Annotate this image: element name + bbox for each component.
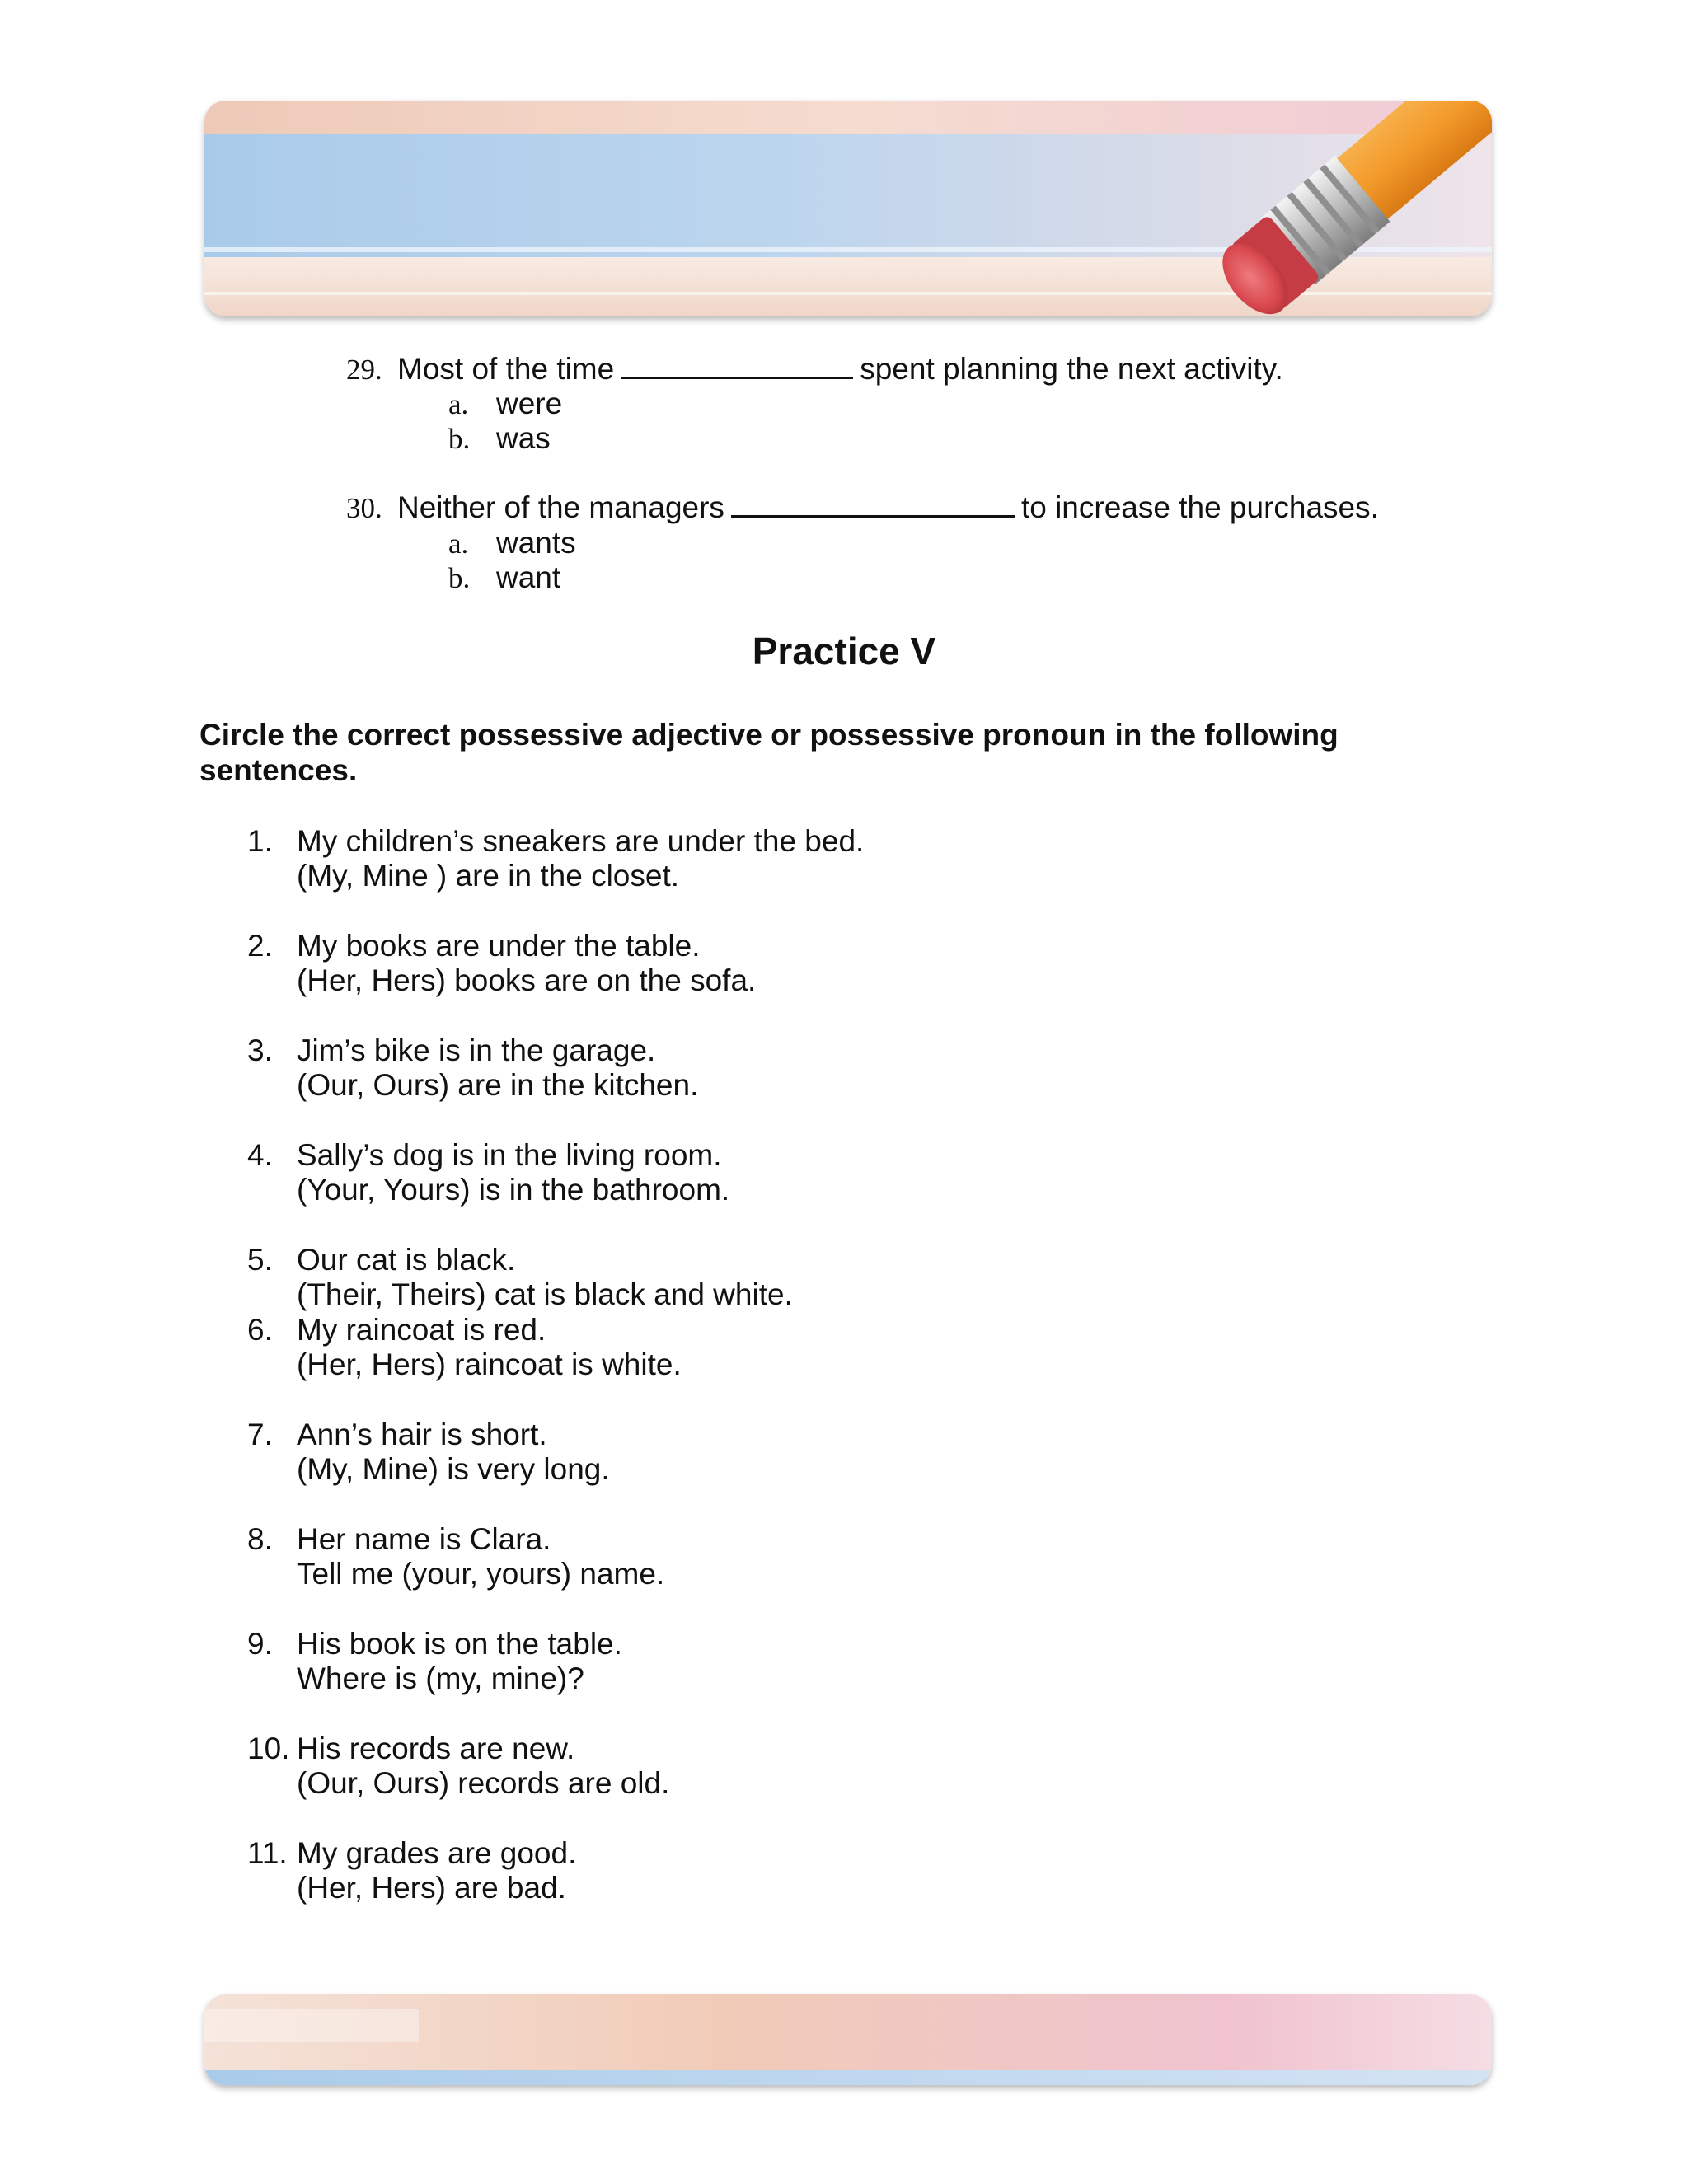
option-letter: b. (448, 423, 471, 455)
item-line-2: (Our, Ours) are in the kitchen. (297, 1068, 699, 1102)
item-number: 4. (247, 1138, 273, 1172)
item-line-1: His records are new. (297, 1732, 575, 1765)
question-number: 30. (346, 492, 382, 524)
option-text: was (496, 421, 551, 455)
item-line-2: (Her, Hers) raincoat is white. (297, 1347, 682, 1381)
option-29a (448, 387, 562, 421)
item-number: 9. (247, 1627, 273, 1661)
question-29 (346, 352, 1283, 387)
list-item (247, 824, 864, 893)
list-item (247, 1313, 682, 1382)
option-30b (448, 560, 560, 595)
item-line-2: (Your, Yours) is in the bathroom. (297, 1173, 730, 1207)
list-item (247, 1627, 622, 1696)
item-line-1: My raincoat is red. (297, 1313, 546, 1347)
option-letter: a. (448, 527, 469, 560)
list-item (247, 1732, 669, 1801)
item-number: 3. (247, 1033, 273, 1067)
item-line-1: My books are under the table. (297, 929, 701, 963)
item-number: 7. (247, 1418, 273, 1451)
item-line-2: Tell me (your, yours) name. (297, 1557, 665, 1591)
list-item (247, 1836, 576, 1905)
item-line-2: (Our, Ours) records are old. (297, 1766, 670, 1800)
item-line-2: (My, Mine ) are in the closet. (297, 859, 680, 893)
item-line-1: My grades are good. (297, 1836, 577, 1870)
item-line-1: Jim’s bike is in the garage. (297, 1033, 656, 1067)
question-text-after: to increase the purchases. (1020, 490, 1379, 524)
question-30 (346, 490, 1379, 525)
option-letter: a. (448, 388, 469, 420)
list-item (247, 1418, 610, 1487)
option-letter: b. (448, 562, 471, 594)
list-item (247, 1138, 729, 1207)
item-line-1: My children’s sneakers are under the bed. (297, 824, 865, 858)
list-item (247, 1522, 664, 1591)
item-line-1: Our cat is black. (297, 1243, 516, 1277)
item-number: 6. (247, 1313, 273, 1347)
peach-blue-banner-image (204, 1994, 1492, 2085)
item-line-2: (Her, Hers) are bad. (297, 1871, 566, 1905)
item-line-1: Ann’s hair is short. (297, 1418, 547, 1451)
item-line-1: His book is on the table. (297, 1627, 622, 1661)
item-number: 10. (247, 1732, 290, 1765)
question-text-before: Most of the time (397, 352, 615, 386)
answer-blank (621, 352, 853, 379)
answer-blank (731, 490, 1015, 518)
footer-banner (204, 1994, 1492, 2085)
list-item (247, 929, 756, 998)
item-line-2: (Their, Theirs) cat is black and white. (297, 1277, 793, 1311)
question-text-before: Neither of the managers (397, 490, 724, 524)
header-banner (204, 101, 1492, 316)
option-text: were (496, 387, 563, 420)
option-30a (448, 526, 576, 560)
option-29b (448, 421, 551, 456)
instructions: Circle the correct possessive adjective or possessive pronoun in the following sentences. (199, 718, 1339, 787)
item-line-2: (My, Mine) is very long. (297, 1452, 610, 1486)
list-item (247, 1033, 698, 1103)
list-item (247, 1243, 793, 1312)
option-text: want (496, 560, 561, 594)
item-number: 1. (247, 824, 273, 858)
item-line-2: (Her, Hers) books are on the sofa. (297, 963, 757, 997)
item-number: 11. (247, 1836, 288, 1870)
pencil-eraser-banner-image (204, 101, 1492, 316)
item-number: 2. (247, 929, 273, 963)
item-line-1: Sally’s dog is in the living room. (297, 1138, 722, 1172)
option-text: wants (496, 526, 576, 560)
item-number: 8. (247, 1522, 273, 1556)
question-text-after: spent planning the next activity. (860, 352, 1283, 386)
question-number: 29. (346, 354, 382, 386)
item-line-1: Her name is Clara. (297, 1522, 551, 1556)
item-number: 5. (247, 1243, 273, 1277)
section-title: Practice V (752, 630, 936, 673)
item-line-2: Where is (my, mine)? (297, 1661, 584, 1695)
